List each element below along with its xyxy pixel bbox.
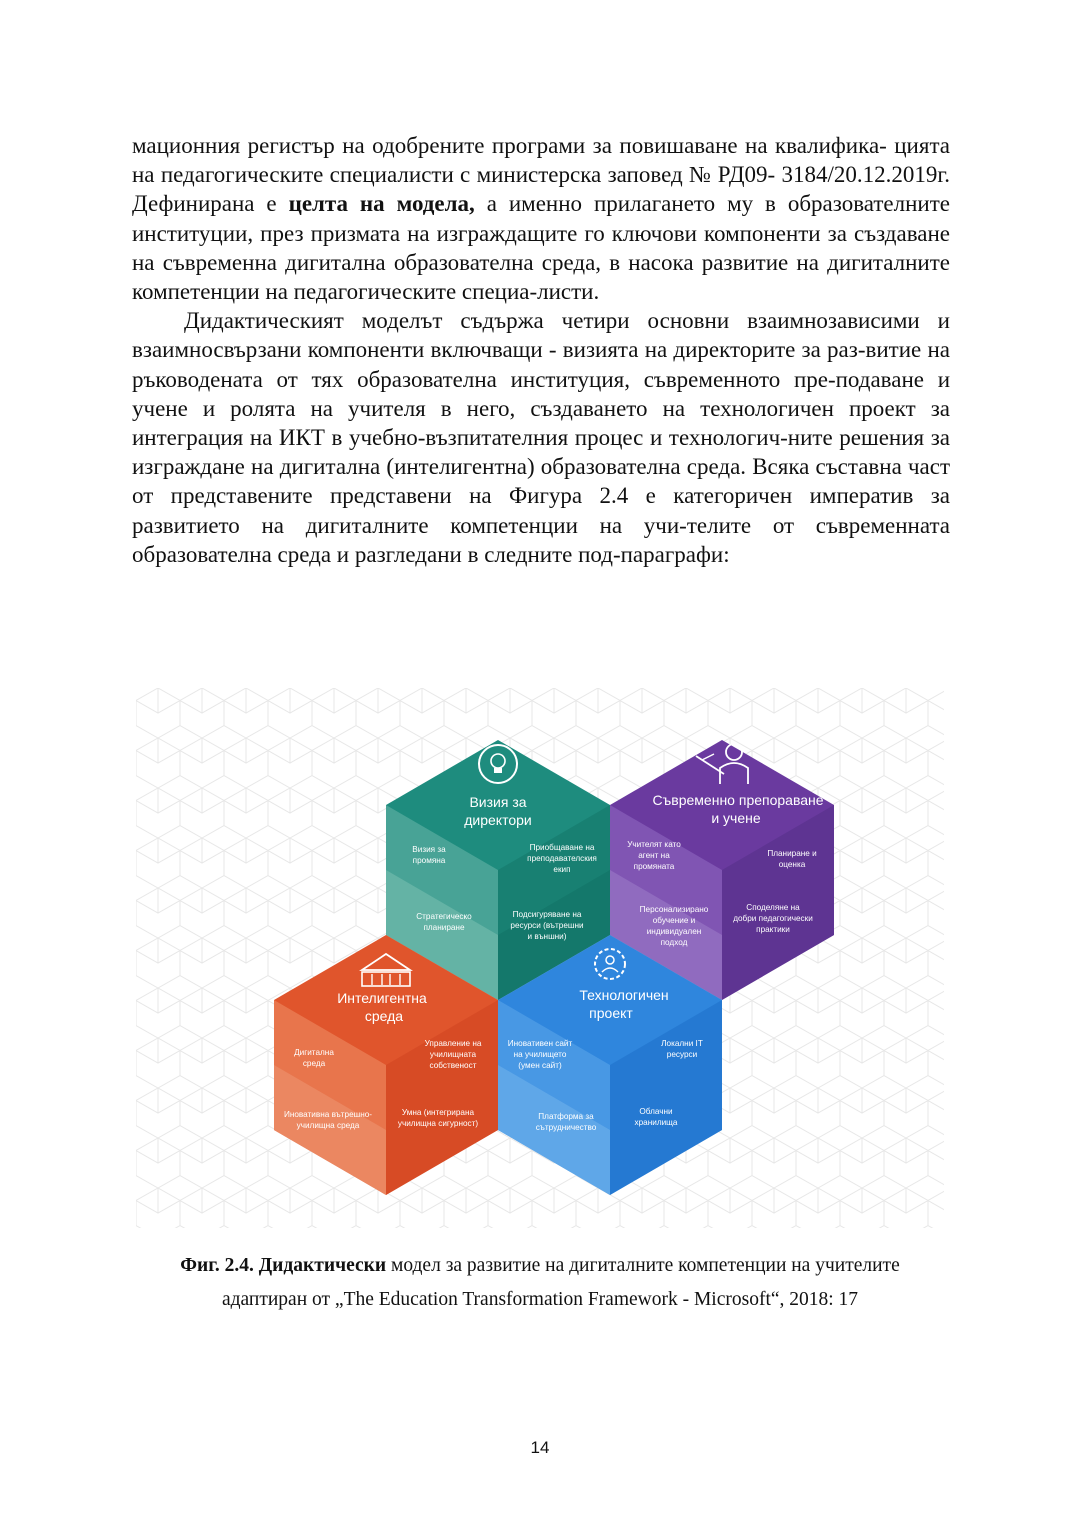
teaching-bottom-left-4: подход [660, 938, 688, 947]
tech-bottom-left-1: Платформа за [538, 1112, 594, 1121]
teaching-bottom-left-1: Персонализирано [639, 905, 709, 914]
environment-right-2: училищната [429, 1050, 477, 1059]
environment-title-2: среда [364, 1008, 404, 1024]
body-text [132, 131, 950, 569]
environment-title-1: Интелигентна [337, 990, 427, 1006]
tech-title-2: проект [589, 1005, 633, 1021]
tech-title-1: Технологичен [579, 987, 669, 1003]
model-goal-bold: целта на модела, [288, 191, 475, 217]
paragraph-1 [132, 131, 950, 306]
caption-line-1 [100, 1249, 980, 1283]
environment-bottom-right-2: училищна сигурност) [397, 1119, 479, 1128]
environment-bottom-left-2: училищна среда [296, 1121, 360, 1130]
environment-left-1: Дигитална [294, 1048, 334, 1057]
vision-left-1: Визия за [412, 845, 446, 854]
vision-right-3: екип [553, 865, 571, 874]
paragraph-2: Дидактическият моделът съдържа четири основни взаимнозависими и взаимносвързани компоненти включващи - визията на директорите за раз-витие на ръководената от тях образователна институция, съвременното пре-подаване и учене и ролята на учителя в него, създаването на технологичен проект за интеграция на ИКТ в учебно-възпитателния процес и технологич-ните решения за изграждане на дигитална (интелигентна) образователна среда. Всяка съставна част от представените представени на Фигура 2.4 е категоричен императив за развитието на дигиталните компетенции на учи-телите от съвременната образователна среда и разгледани в следните под-параграфи: [132, 308, 950, 567]
vision-bottom-right-3: и външни) [527, 932, 567, 941]
vision-bottom-left-2: планиране [423, 923, 465, 932]
teaching-bottom-left-3: индивидуален [646, 927, 702, 936]
vision-bottom-right-1: Подсигуряване на [512, 910, 582, 919]
caption-bold: Фиг. 2.4. Дидактически [180, 1255, 387, 1276]
environment-bottom-left-1: Иновативна вътрешно- [283, 1110, 373, 1119]
vision-title-2: директори [464, 812, 532, 828]
teaching-right-2: оценка [778, 860, 806, 869]
tech-left-1: Иновативен сайт [507, 1039, 573, 1048]
caption-line-2: адаптиран от „The Education Transformation Framework - Microsoft“, 2018: 17 [221, 1289, 859, 1310]
tech-right-1: Локални IT [661, 1039, 703, 1048]
tech-left-3: (умен сайт) [518, 1061, 562, 1070]
paragraph-1-line-1: мационния регистър на одобрените програми за повишаване на квалифика- [132, 133, 887, 158]
environment-left-2: среда [302, 1059, 326, 1068]
environment-right-3: собственост [429, 1061, 477, 1070]
environment-bottom-right-1: Умна (интегрирана [401, 1108, 475, 1117]
vision-left-2: промяна [412, 856, 446, 865]
paragraph-1-line-3: 3184/20.12.2019г. Дефинирана е [132, 162, 951, 217]
paragraph-1-rest: а именно прилагането му в образователните институции, през призмата на изграждащите го ключови компоненти за създаване на съвременна дигитална образователна среда, в насока развитие на дигиталните компетенции на педагогическите специа-листи. [132, 191, 950, 305]
environment-right-1: Управление на [424, 1039, 482, 1048]
tech-right-2: ресурси [666, 1050, 698, 1059]
tech-bottom-right-1: Облачни [639, 1107, 673, 1116]
hexagon-model-diagram [136, 688, 944, 1228]
teaching-left-2: агент на [638, 851, 670, 860]
figure-caption [100, 1249, 980, 1317]
teaching-bottom-left-2: обучение и [652, 916, 696, 925]
figure-2-4 [136, 688, 944, 1228]
teaching-title-2: и учене [711, 810, 761, 826]
teaching-title-1: Съвременно препораване [652, 792, 824, 808]
vision-title-1: Визия за [469, 794, 527, 810]
vision-bottom-right-2: ресурси (вътрешни [510, 921, 584, 930]
caption-rest: модел за развитие на дигиталните компетенции на учителите [386, 1255, 900, 1276]
vision-right-2: преподавателския [527, 854, 597, 863]
teaching-left-3: промяната [633, 862, 675, 871]
vision-right-1: Приобщаване на [529, 843, 595, 852]
paragraph-1-line-2: цията на педагогическите специалисти с министерска заповед № РД09- [132, 133, 950, 188]
page-number: 14 [530, 1438, 550, 1457]
vision-bottom-left-1: Стратегическо [416, 912, 472, 921]
teaching-bottom-right-1: Споделяне на [746, 903, 800, 912]
tech-bottom-right-2: хранилища [634, 1118, 678, 1127]
teaching-left-1: Учителят като [627, 840, 681, 849]
teaching-bottom-right-3: практики [756, 925, 790, 934]
tech-bottom-left-2: сътрудничество [535, 1123, 597, 1132]
teaching-right-1: Планиране и [767, 849, 817, 858]
teaching-bottom-right-2: добри педагогически [733, 914, 813, 923]
tech-left-2: на училището [513, 1050, 567, 1059]
